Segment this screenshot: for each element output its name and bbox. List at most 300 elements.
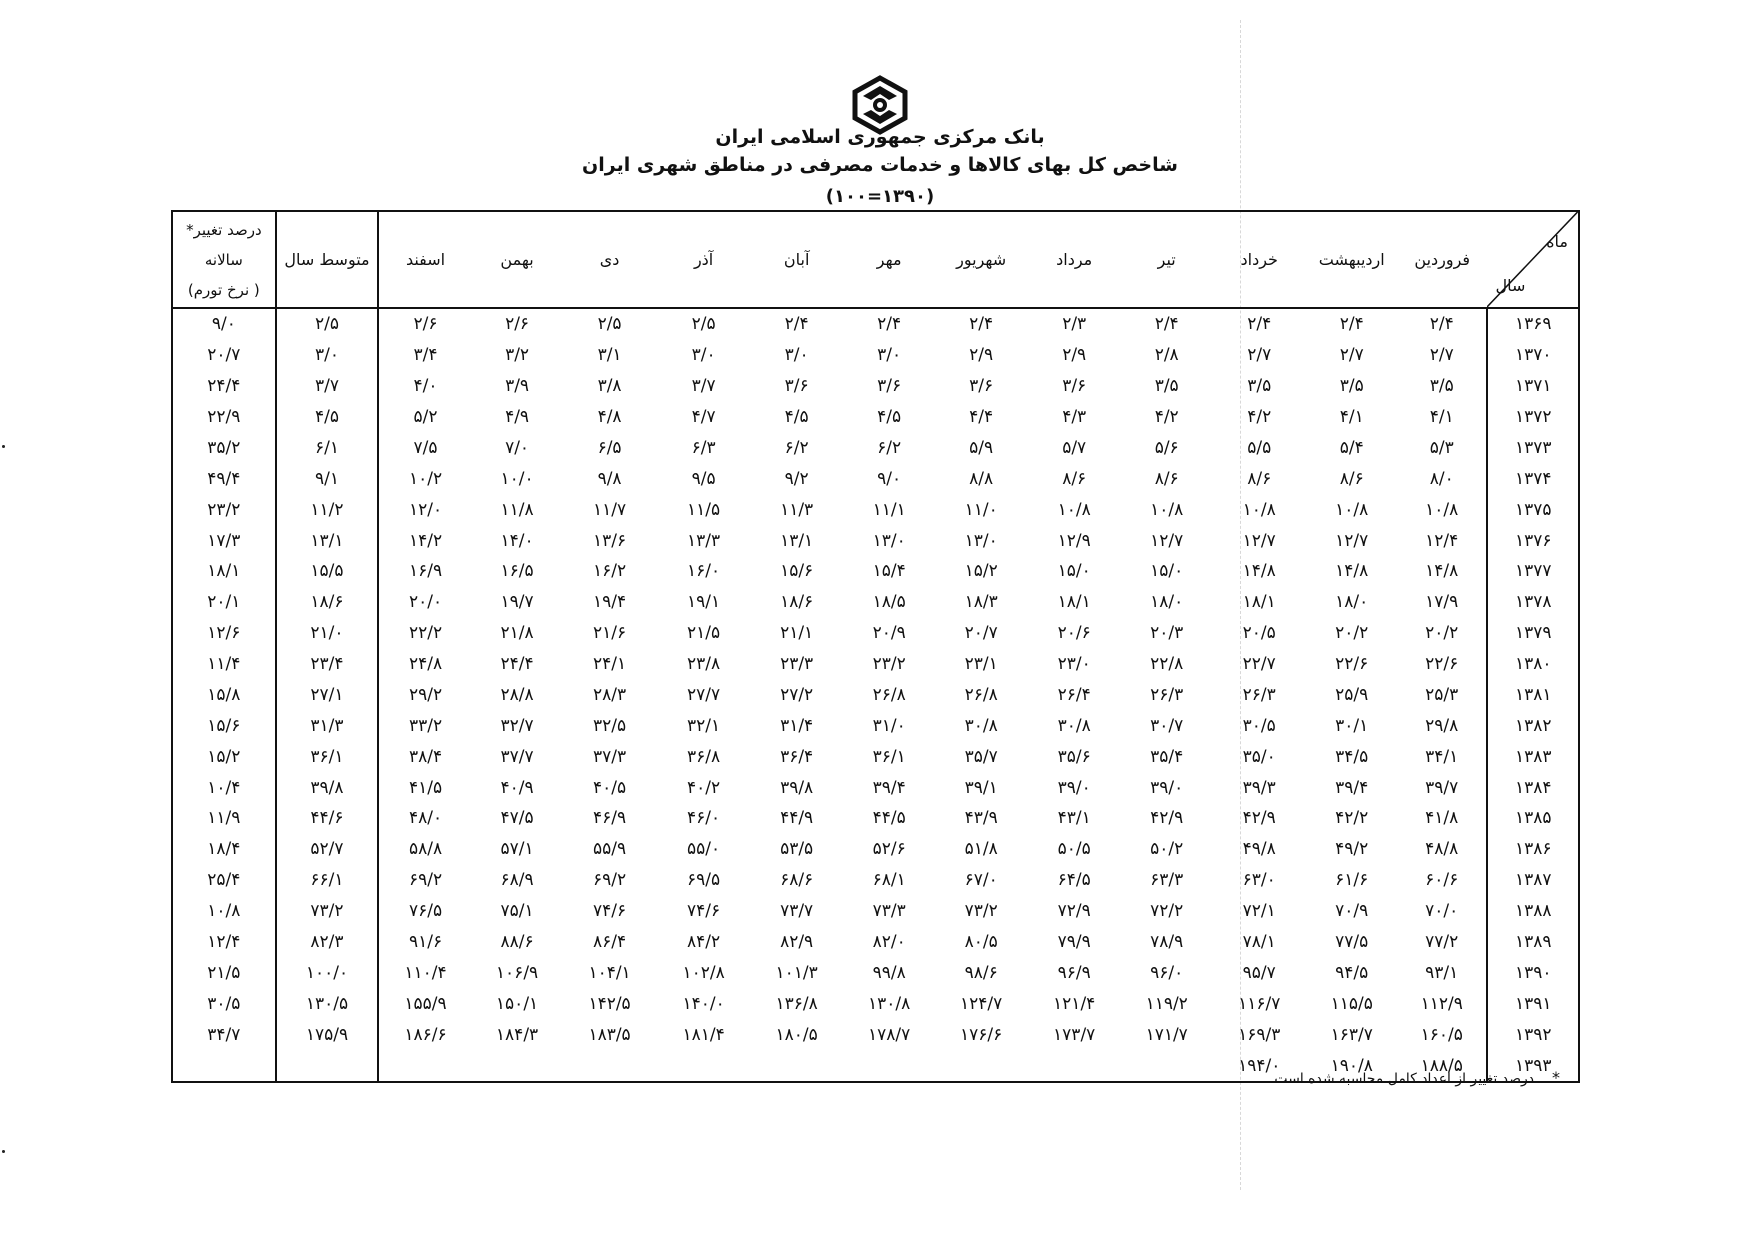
month-value-cell: ۱۴/۲	[378, 525, 472, 556]
month-value-cell: ۲۰/۲	[1425, 623, 1459, 644]
month-value-cell: ۳۹/۰	[1057, 777, 1091, 798]
month-value-cell: ۱۵۰/۱	[495, 993, 539, 1014]
month-value-cell: ۲۶/۸	[964, 684, 998, 705]
month-value-cell: ۹۴/۵	[1335, 962, 1369, 983]
annual-change-cell: ۱۸/۱	[207, 561, 241, 582]
average-cell: ۱۸/۶	[276, 587, 379, 618]
month-value-cell: ۱۲/۹	[1057, 530, 1091, 551]
month-value-cell: ۱۸/۳	[964, 592, 998, 613]
corner-header-cell	[1487, 211, 1579, 308]
month-value-cell: ۳۵/۶	[1057, 746, 1091, 767]
month-value-cell: ۳۵/۰	[1242, 746, 1276, 767]
annual-change-cell: ۱۵/۸	[207, 684, 241, 705]
average-cell: ۵۲/۷	[276, 834, 379, 865]
table-row	[172, 618, 1579, 649]
month-value-cell: ۱۰۴/۱	[588, 962, 631, 983]
table-row	[172, 556, 1579, 587]
month-value-cell: ۱۵/۰	[1150, 561, 1184, 582]
month-value-cell: ۶۱/۶	[1335, 870, 1369, 891]
month-value-cell: ۳/۹	[505, 376, 530, 397]
month-value-cell: ۷۳/۳	[872, 901, 906, 922]
month-value-cell: ۵۳/۵	[780, 839, 814, 860]
month-value-cell: ۱۲/۷	[1242, 530, 1276, 551]
month-value-cell: ۲/۳	[1062, 314, 1087, 335]
month-value-cell: ۱۳۰/۸	[868, 993, 911, 1014]
month-value-cell: ۲/۵	[597, 314, 622, 335]
month-value-cell: ۳/۶	[1062, 376, 1087, 397]
table-row	[172, 649, 1579, 680]
month-value-cell: ۱۹۴/۰	[1238, 1055, 1281, 1076]
month-value-cell: ۱۱/۵	[687, 499, 721, 520]
month-value-cell: ۸۲/۹	[780, 931, 814, 952]
month-value-cell: ۹/۸	[597, 468, 622, 489]
month-value-cell: ۲/۷	[1247, 345, 1272, 366]
month-value-cell: ۱۲/۰	[378, 494, 472, 525]
month-value-cell: ۳/۲	[505, 345, 530, 366]
month-value-cell: ۱۷۱/۷	[1145, 1024, 1188, 1045]
month-value-cell: ۵/۹	[969, 437, 994, 458]
month-value-cell: ۱۵/۶	[780, 561, 814, 582]
month-value-cell: ۳/۶	[969, 376, 994, 397]
month-value-cell: ۱۶/۲	[593, 561, 627, 582]
year-cell: ۱۳۶۹	[1487, 308, 1579, 340]
month-value-cell: ۱۲/۷	[1150, 530, 1184, 551]
month-value-cell: ۳۰/۸	[964, 715, 998, 736]
average-cell: ۲۷/۱	[276, 680, 379, 711]
month-value-cell: ۶۹/۵	[687, 870, 721, 891]
month-value-cell: ۲۲/۷	[1242, 654, 1276, 675]
month-value-cell: ۵/۴	[1339, 437, 1364, 458]
average-cell: ۸۲/۳	[276, 927, 379, 958]
month-value-cell: ۶۸/۶	[780, 870, 814, 891]
month-value-cell: ۱۲/۷	[1335, 530, 1369, 551]
month-value-cell: ۴۲/۹	[1242, 808, 1276, 829]
month-value-cell: ۲۲/۸	[1150, 654, 1184, 675]
table-row	[172, 308, 1579, 340]
month-value-cell: ۸۲/۰	[872, 931, 906, 952]
month-value-cell: ۱۸۴/۳	[495, 1024, 539, 1045]
month-value-cell: ۱۹/۱	[687, 592, 721, 613]
average-cell: ۳/۷	[276, 371, 379, 402]
month-value-cell: ۱۷۸/۷	[868, 1024, 911, 1045]
month-value-cell: ۷۲/۱	[1242, 901, 1276, 922]
annual-change-cell: ۲۰/۷	[207, 345, 241, 366]
month-value-cell: ۱۶/۹	[378, 556, 472, 587]
annual-change-cell: ۳۵/۲	[207, 437, 241, 458]
month-value-cell: ۲/۴	[877, 314, 902, 335]
month-value-cell: ۳/۵	[1247, 376, 1272, 397]
average-cell: ۳۹/۸	[276, 772, 379, 803]
month-value-cell: ۵۸/۸	[378, 834, 472, 865]
month-value-cell: ۲۰/۳	[1150, 623, 1184, 644]
month-value-cell: ۱۳/۶	[593, 530, 627, 551]
month-value-cell: ۹۶/۰	[1150, 962, 1184, 983]
month-value-cell: ۳۳/۲	[378, 710, 472, 741]
month-value-cell: ۱۸۱/۴	[682, 1024, 725, 1045]
month-value-cell: ۲۰/۷	[964, 623, 998, 644]
year-cell: ۱۳۹۰	[1487, 957, 1579, 988]
month-value-cell: ۱۸/۱	[1242, 592, 1276, 613]
year-cell: ۱۳۷۶	[1487, 525, 1579, 556]
month-value-cell: ۲۱/۱	[780, 623, 814, 644]
month-value-cell: ۹۹/۸	[872, 962, 906, 983]
month-value-cell: ۳/۵	[1339, 376, 1364, 397]
month-value-cell: ۱۰/۸	[1150, 499, 1184, 520]
annual-change-cell: ۴۹/۴	[207, 468, 241, 489]
annual-change-cell: ۲۲/۹	[207, 407, 241, 428]
month-value-cell: ۷۵/۱	[500, 901, 534, 922]
month-value-cell: ۹/۵	[691, 468, 716, 489]
month-value-cell: ۸۶/۴	[593, 931, 627, 952]
month-value-cell: ۲۰/۵	[1242, 623, 1276, 644]
month-value-cell: ۳/۵	[1429, 376, 1454, 397]
month-value-cell: ۳۹/۷	[1425, 777, 1459, 798]
table-row	[172, 927, 1579, 958]
month-value-cell: ۱۶۰/۵	[1420, 1024, 1463, 1045]
annual-change-cell: ۱۸/۴	[207, 839, 241, 860]
month-value-cell: ۱۷۳/۷	[1053, 1024, 1096, 1045]
table-row	[172, 772, 1579, 803]
month-value-cell: ۵/۷	[1062, 437, 1087, 458]
average-cell: ۱۰۰/۰	[276, 957, 379, 988]
table-header-row	[172, 211, 1579, 308]
month-value-cell: ۲۲/۲	[378, 618, 472, 649]
annual-change-cell: ۱۱/۹	[207, 808, 241, 829]
month-value-cell: ۱۰/۰	[500, 468, 534, 489]
month-value-cell: ۴/۷	[691, 407, 716, 428]
average-cell: ۶۶/۱	[276, 865, 379, 896]
month-value-cell: ۲۴/۴	[500, 654, 534, 675]
table-row	[172, 865, 1579, 896]
month-value-cell: ۴/۱	[1339, 407, 1364, 428]
month-value-cell: ۳۶/۴	[780, 746, 814, 767]
month-value-cell: ۲۳/۲	[872, 654, 906, 675]
month-value-cell: ۱۳/۰	[872, 530, 906, 551]
year-cell: ۱۳۸۳	[1487, 741, 1579, 772]
month-value-cell: ۹۳/۱	[1425, 962, 1459, 983]
annual-change-cell: ۱۰/۴	[207, 777, 241, 798]
month-value-cell: ۴۹/۸	[1242, 839, 1276, 860]
month-value-cell: ۶/۲	[784, 437, 809, 458]
month-value-cell: ۷۶/۵	[378, 896, 472, 927]
month-value-cell	[472, 1050, 563, 1082]
month-value-cell: ۴۰/۵	[593, 777, 627, 798]
annual-change-label-1: درصد تغییر*	[186, 220, 262, 239]
month-value-cell: ۳/۰	[877, 345, 902, 366]
year-cell: ۱۳۷۹	[1487, 618, 1579, 649]
month-value-cell: ۱۱۲/۹	[1420, 993, 1463, 1014]
month-value-cell: ۶۴/۵	[1057, 870, 1091, 891]
month-value-cell: ۲/۸	[1154, 345, 1179, 366]
month-value-cell: ۱۷۶/۶	[960, 1024, 1003, 1045]
month-value-cell: ۳۴/۱	[1425, 746, 1459, 767]
month-value-cell: ۸۸/۶	[500, 931, 534, 952]
month-value-cell: ۸/۰	[1429, 468, 1454, 489]
average-cell: ۲۳/۴	[276, 649, 379, 680]
month-value-cell: ۲۲/۶	[1425, 654, 1459, 675]
year-cell: ۱۳۸۱	[1487, 680, 1579, 711]
year-cell: ۱۳۸۰	[1487, 649, 1579, 680]
month-value-cell: ۷۴/۶	[593, 901, 627, 922]
month-value-cell: ۳/۷	[691, 376, 716, 397]
month-value-cell: ۱۱/۰	[964, 499, 998, 520]
month-value-cell: ۱۸۶/۶	[378, 1019, 472, 1050]
year-cell: ۱۳۹۲	[1487, 1019, 1579, 1050]
table-row	[172, 340, 1579, 371]
month-value-cell: ۱۱۰/۴	[378, 957, 472, 988]
month-value-cell: ۱۶۳/۷	[1330, 1024, 1373, 1045]
month-value-cell: ۶۹/۲	[593, 870, 627, 891]
corner-year-label: سال	[1495, 276, 1526, 295]
month-value-cell: ۴/۲	[1247, 407, 1272, 428]
month-value-cell: ۳۹/۳	[1242, 777, 1276, 798]
month-value-cell: ۱۰/۸	[1425, 499, 1459, 520]
month-value-cell: ۴/۴	[969, 407, 994, 428]
month-value-cell: ۲/۴	[784, 314, 809, 335]
month-value-cell: ۱۶/۰	[687, 561, 721, 582]
month-value-cell: ۲/۴	[969, 314, 994, 335]
corner-month-label: ماه	[1546, 232, 1568, 251]
month-value-cell: ۳/۵	[1154, 376, 1179, 397]
table-body	[172, 308, 1579, 1082]
month-value-cell: ۹/۲	[784, 468, 809, 489]
month-value-cell: ۱۱/۸	[500, 499, 534, 520]
month-value-cell: ۵۷/۱	[500, 839, 534, 860]
month-value-cell: ۲۰/۲	[1335, 623, 1369, 644]
month-value-cell: ۲/۶	[505, 314, 530, 335]
month-value-cell: ۳۹/۱	[964, 777, 998, 798]
month-value-cell: ۲/۹	[1062, 345, 1087, 366]
col-header-month-6: شهریور	[935, 211, 1027, 308]
month-value-cell: ۶۷/۰	[964, 870, 998, 891]
average-cell: ۲۱/۰	[276, 618, 379, 649]
table-row	[172, 463, 1579, 494]
month-value-cell: ۱۶/۵	[500, 561, 534, 582]
month-value-cell: ۲۶/۳	[1242, 684, 1276, 705]
month-value-cell: ۶۸/۱	[872, 870, 906, 891]
table-row	[172, 896, 1579, 927]
footnote	[1250, 1068, 1560, 1087]
cpi-table	[171, 210, 1580, 1083]
annual-change-cell: ۱۲/۶	[207, 623, 241, 644]
month-value-cell: ۸/۶	[1154, 468, 1179, 489]
month-value-cell: ۶۰/۶	[1425, 870, 1459, 891]
month-value-cell: ۲/۴	[1247, 314, 1272, 335]
month-value-cell: ۳۲/۱	[687, 715, 721, 736]
month-value-cell: ۱۴/۸	[1242, 561, 1276, 582]
month-value-cell: ۳/۶	[877, 376, 902, 397]
month-value-cell: ۴/۳	[1062, 407, 1087, 428]
annual-change-cell: ۲۰/۱	[207, 592, 241, 613]
footnote-star: *	[1552, 1068, 1560, 1087]
month-value-cell	[657, 1050, 751, 1082]
month-value-cell: ۱۸/۰	[1335, 592, 1369, 613]
month-value-cell: ۱۸/۰	[1150, 592, 1184, 613]
col-header-month-9: آذر	[657, 211, 751, 308]
month-value-cell: ۱۳/۳	[687, 530, 721, 551]
table-row	[172, 587, 1579, 618]
month-value-cell: ۶۳/۰	[1242, 870, 1276, 891]
year-cell: ۱۳۸۴	[1487, 772, 1579, 803]
month-value-cell: ۴۸/۸	[1425, 839, 1459, 860]
month-value-cell: ۴۳/۱	[1057, 808, 1091, 829]
month-value-cell: ۸/۸	[969, 468, 994, 489]
month-value-cell: ۳۰/۱	[1335, 715, 1369, 736]
month-value-cell: ۱۵۵/۹	[378, 988, 472, 1019]
month-value-cell: ۲۶/۳	[1150, 684, 1184, 705]
month-value-cell: ۶/۳	[691, 437, 716, 458]
month-value-cell: ۴۳/۹	[964, 808, 998, 829]
month-value-cell	[562, 1050, 657, 1082]
table-row	[172, 680, 1579, 711]
table-row	[172, 834, 1579, 865]
month-value-cell: ۱۱۹/۲	[1145, 993, 1188, 1014]
annual-change-cell: ۱۱/۴	[207, 654, 241, 675]
table-row	[172, 741, 1579, 772]
month-value-cell: ۱۰/۸	[1057, 499, 1091, 520]
month-value-cell: ۳/۶	[784, 376, 809, 397]
year-cell: ۱۳۷۷	[1487, 556, 1579, 587]
month-value-cell: ۳۷/۷	[500, 746, 534, 767]
month-value-cell: ۲/۹	[969, 345, 994, 366]
col-header-month-11: بهمن	[472, 211, 563, 308]
month-value-cell: ۲/۶	[378, 308, 472, 340]
month-value-cell: ۱۰۶/۹	[495, 962, 539, 983]
month-value-cell: ۴/۰	[378, 371, 472, 402]
month-value-cell: ۶۹/۲	[378, 865, 472, 896]
annual-change-cell: ۲۳/۲	[207, 499, 241, 520]
month-value-cell: ۱۱۵/۵	[1330, 993, 1373, 1014]
month-value-cell: ۷۹/۹	[1057, 931, 1091, 952]
average-cell: ۳۶/۱	[276, 741, 379, 772]
col-header-month-7: مهر	[843, 211, 936, 308]
month-value-cell: ۳۹/۰	[1150, 777, 1184, 798]
month-value-cell: ۷۲/۹	[1057, 901, 1091, 922]
month-value-cell: ۲/۷	[1429, 345, 1454, 366]
month-value-cell: ۴۲/۲	[1335, 808, 1369, 829]
month-value-cell: ۱۴/۸	[1425, 561, 1459, 582]
average-cell: ۶/۱	[276, 433, 379, 464]
month-value-cell: ۷۰/۰	[1425, 901, 1459, 922]
month-value-cell: ۱۸/۶	[780, 592, 814, 613]
month-value-cell: ۱۳/۰	[964, 530, 998, 551]
month-value-cell: ۹۱/۶	[378, 927, 472, 958]
month-value-cell: ۳/۰	[691, 345, 716, 366]
month-value-cell: ۱۰۱/۳	[775, 962, 818, 983]
month-value-cell: ۴۶/۹	[593, 808, 627, 829]
bank-name: بانک مرکزی جمهوری اسلامی ایران	[715, 126, 1045, 148]
month-value-cell: ۵/۳	[1429, 437, 1454, 458]
month-value-cell: ۱۲/۴	[1425, 530, 1459, 551]
month-value-cell: ۲۳/۳	[780, 654, 814, 675]
col-header-average: متوسط سال	[276, 211, 379, 308]
average-cell	[276, 1050, 379, 1082]
month-value-cell: ۳۰/۷	[1150, 715, 1184, 736]
average-cell: ۴۴/۶	[276, 803, 379, 834]
month-value-cell: ۳۰/۸	[1057, 715, 1091, 736]
month-value-cell	[843, 1050, 936, 1082]
month-value-cell: ۳۵/۴	[1150, 746, 1184, 767]
month-value-cell: ۷۷/۲	[1425, 931, 1459, 952]
annual-change-label-2: سالانه	[204, 250, 243, 269]
month-value-cell: ۲۵/۹	[1335, 684, 1369, 705]
table-row	[172, 988, 1579, 1019]
col-header-month-1: فروردین	[1397, 211, 1488, 308]
month-value-cell: ۱۸۸/۵	[1420, 1055, 1463, 1076]
month-value-cell: ۹۸/۶	[964, 962, 998, 983]
month-value-cell	[750, 1050, 843, 1082]
month-value-cell: ۵۰/۲	[1150, 839, 1184, 860]
month-value-cell: ۳۲/۵	[593, 715, 627, 736]
average-cell: ۱۳۰/۵	[276, 988, 379, 1019]
month-value-cell: ۳۴/۵	[1335, 746, 1369, 767]
annual-change-cell: ۲۴/۴	[207, 376, 241, 397]
month-value-cell: ۱۸۰/۵	[775, 1024, 818, 1045]
month-value-cell: ۲۳/۱	[964, 654, 998, 675]
month-value-cell: ۲۰/۹	[872, 623, 906, 644]
average-cell: ۷۳/۲	[276, 896, 379, 927]
year-cell: ۱۳۷۳	[1487, 433, 1579, 464]
month-value-cell: ۱۸/۱	[1057, 592, 1091, 613]
month-value-cell: ۷۷/۵	[1335, 931, 1369, 952]
annual-change-cell: ۱۷/۳	[207, 530, 241, 551]
col-header-month-12: اسفند	[378, 211, 472, 308]
month-value-cell: ۴۱/۸	[1425, 808, 1459, 829]
page-title: شاخص کل بهای کالاها و خدمات مصرفی در مناطق شهری ایران	[582, 154, 1178, 176]
col-header-month-10: دی	[562, 211, 657, 308]
month-value-cell: ۴۹/۲	[1335, 839, 1369, 860]
month-value-cell: ۱۸۳/۵	[588, 1024, 631, 1045]
month-value-cell: ۳/۸	[597, 376, 622, 397]
annual-change-cell: ۱۲/۴	[207, 931, 241, 952]
month-value-cell: ۱۰۲/۸	[682, 962, 725, 983]
annual-change-cell: ۲۱/۵	[207, 962, 241, 983]
average-cell: ۹/۱	[276, 463, 379, 494]
month-value-cell: ۵۱/۸	[964, 839, 998, 860]
month-value-cell: ۱۰/۸	[1335, 499, 1369, 520]
average-cell: ۲/۵	[276, 308, 379, 340]
month-value-cell: ۵/۲	[378, 402, 472, 433]
month-value-cell: ۳/۴	[378, 340, 472, 371]
month-value-cell: ۳/۱	[597, 345, 622, 366]
month-value-cell: ۱۴۰/۰	[682, 993, 725, 1014]
month-value-cell: ۹/۰	[877, 468, 902, 489]
month-value-cell: ۵۵/۹	[593, 839, 627, 860]
month-value-cell: ۲۸/۸	[500, 684, 534, 705]
month-value-cell: ۲۶/۴	[1057, 684, 1091, 705]
year-cell: ۱۳۷۴	[1487, 463, 1579, 494]
month-value-cell: ۲۹/۲	[378, 680, 472, 711]
month-value-cell: ۴۴/۵	[872, 808, 906, 829]
month-value-cell: ۱۴/۰	[500, 530, 534, 551]
month-value-cell: ۸/۶	[1247, 468, 1272, 489]
month-value-cell: ۸۴/۲	[687, 931, 721, 952]
year-cell: ۱۳۸۸	[1487, 896, 1579, 927]
month-value-cell: ۳۱/۰	[872, 715, 906, 736]
col-header-month-2: اردیبهشت	[1306, 211, 1397, 308]
month-value-cell: ۴/۲	[1154, 407, 1179, 428]
month-value-cell: ۱۵/۲	[964, 561, 998, 582]
month-value-cell: ۲/۴	[1154, 314, 1179, 335]
annual-change-cell: ۱۵/۶	[207, 715, 241, 736]
table-row	[172, 525, 1579, 556]
month-value-cell: ۴۶/۰	[687, 808, 721, 829]
month-value-cell: ۲۹/۸	[1425, 715, 1459, 736]
month-value-cell: ۷/۰	[505, 437, 530, 458]
month-value-cell: ۲۰/۶	[1057, 623, 1091, 644]
table-row	[172, 710, 1579, 741]
month-value-cell: ۶۸/۹	[500, 870, 534, 891]
